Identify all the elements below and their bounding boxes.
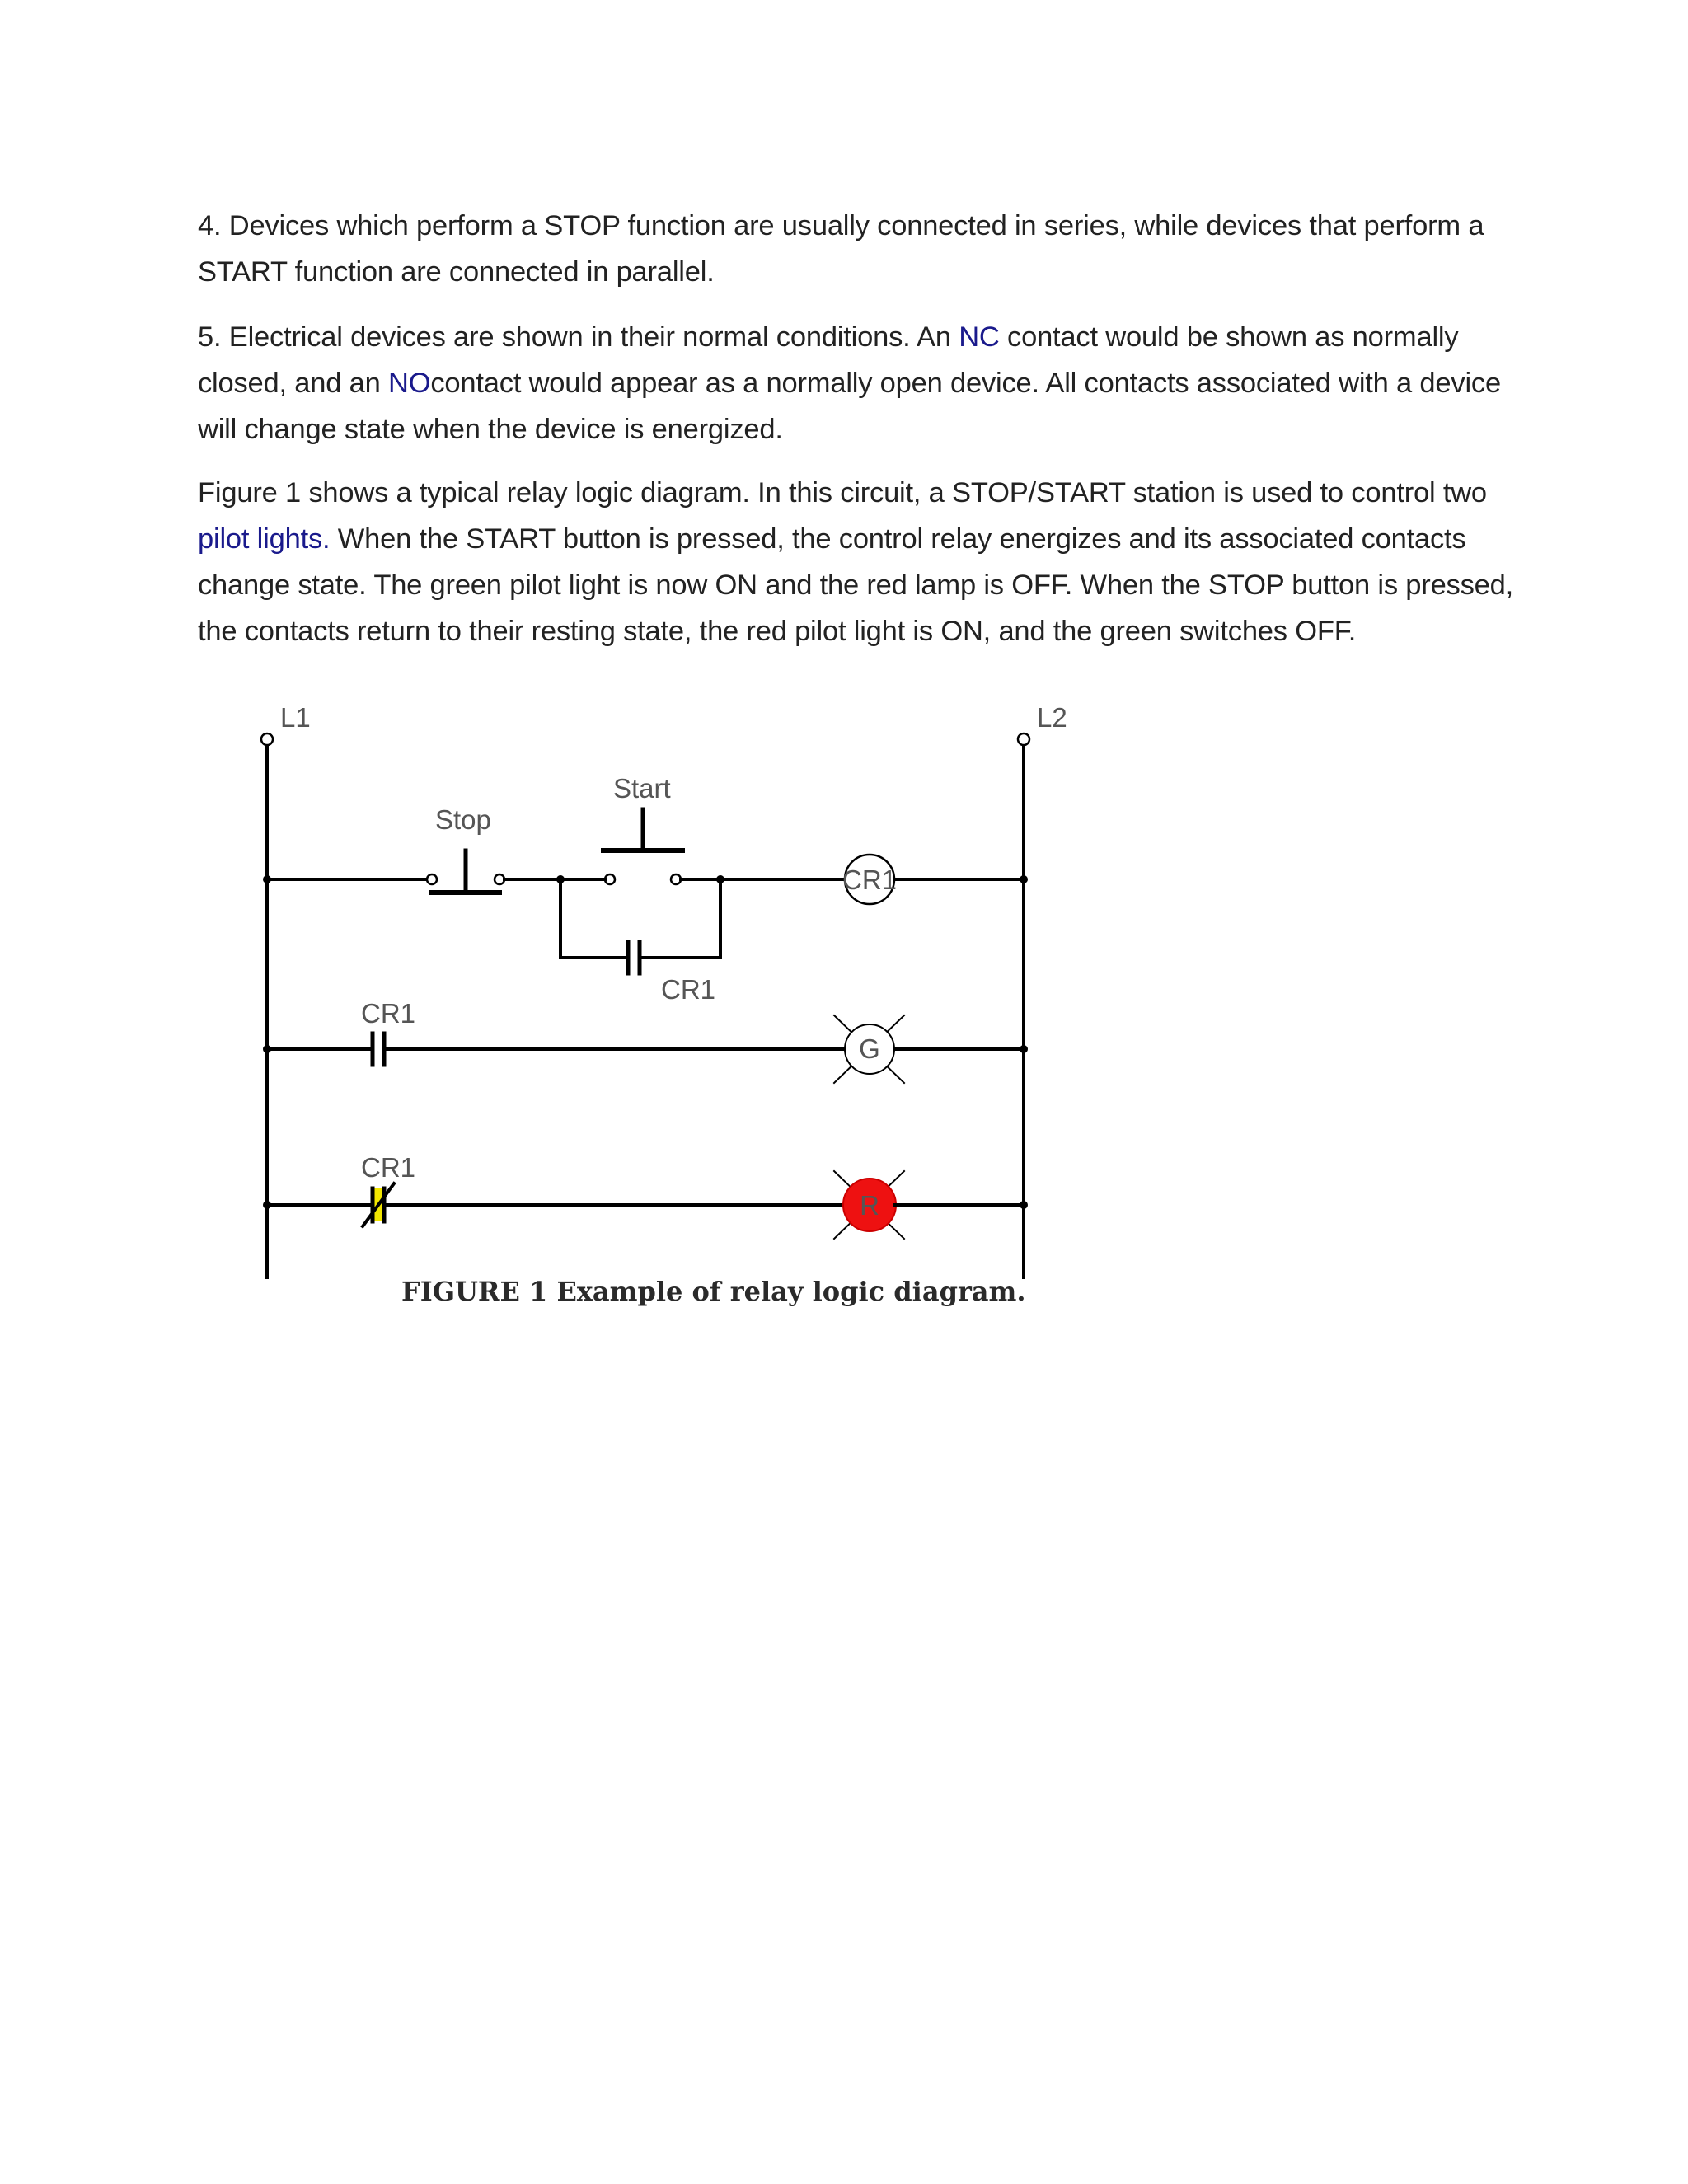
nc-link[interactable]: NC xyxy=(959,321,1000,353)
seal-contact-label: CR1 xyxy=(661,974,716,1005)
figure-caption: FIGURE 1 Example of relay logic diagram. xyxy=(401,1276,1026,1307)
stop-label: Stop xyxy=(435,804,491,835)
pilot-lights-link[interactable]: pilot lights. xyxy=(198,523,331,555)
junction-dot xyxy=(1020,1201,1028,1209)
paragraph-5-part-2: contact would be shown as normally closed, and an xyxy=(198,321,1459,399)
junction-dot xyxy=(263,1045,271,1053)
paragraph-figure-part-1: Figure 1 shows a typical relay logic diagram. In this circuit, a STOP/START station is used to control two xyxy=(198,477,1487,509)
l1-label: L1 xyxy=(280,702,311,733)
junction-dot xyxy=(263,1201,271,1209)
junction-dot xyxy=(1020,875,1028,883)
junction-dot xyxy=(263,875,271,883)
red-lamp-letter: R xyxy=(860,1190,879,1221)
junction-dot xyxy=(1020,1045,1028,1053)
junction-dot xyxy=(716,875,724,883)
paragraph-figure-part-2: When the START button is pressed, the control relay energizes and its associated contacts change state. The green pilot light is now ON and the red lamp is OFF. When the STOP button is pressed, the contacts return to their resting state, the red pilot light is ON, and the green switches OFF. xyxy=(198,523,1514,647)
junction-dot xyxy=(556,875,565,883)
paragraph-5 xyxy=(198,314,1533,452)
start-label: Start xyxy=(613,773,671,804)
paragraph-5-part-3: contact would appear as a normally open device. All contacts associated with a device will change state when the device is energized. xyxy=(198,368,1501,445)
right-rail-terminal xyxy=(1018,733,1029,745)
no-contact-label: CR1 xyxy=(361,998,416,1029)
relay-logic-diagram xyxy=(247,701,1088,1327)
l2-label: L2 xyxy=(1037,702,1067,733)
green-lamp-letter: G xyxy=(859,1033,880,1064)
no-link[interactable]: NO xyxy=(388,368,431,399)
paragraph-figure-text xyxy=(198,470,1533,654)
paragraph-5-text xyxy=(198,314,1533,452)
left-rail-terminal xyxy=(261,733,273,745)
coil-label: CR1 xyxy=(842,865,898,895)
paragraph-5-part-1: 5. Electrical devices are shown in their normal conditions. An xyxy=(198,321,959,353)
paragraph-4 xyxy=(198,203,1533,295)
relay-logic-diagram-svg xyxy=(247,701,1088,1327)
paragraph-figure-description xyxy=(198,470,1533,654)
nc-contact-label: CR1 xyxy=(361,1152,416,1183)
stop-terminal-left xyxy=(427,874,437,884)
paragraph-4-text: 4. Devices which perform a STOP function are usually connected in series, while devices that perform a START function are connected in parallel. xyxy=(198,210,1484,288)
